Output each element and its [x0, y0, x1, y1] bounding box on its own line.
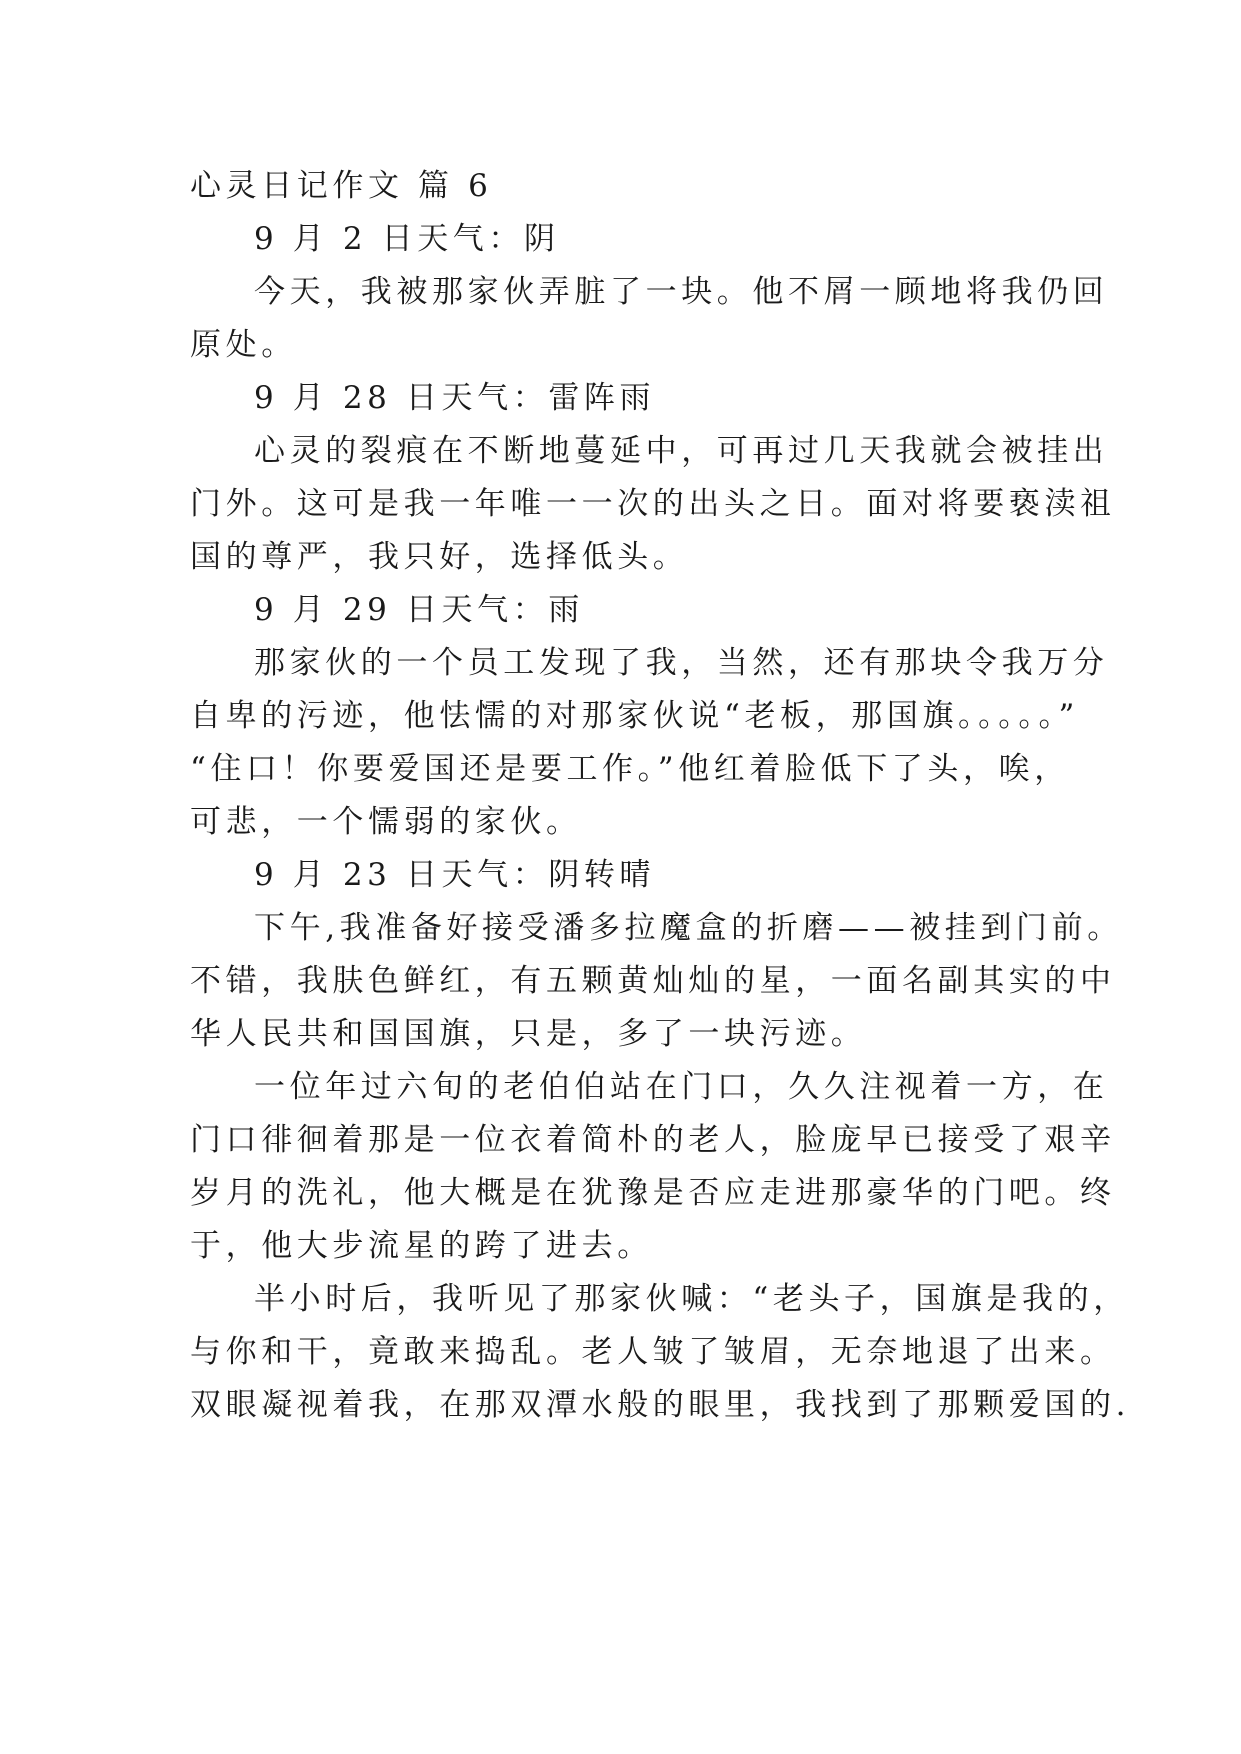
paragraph-line: 原处。	[190, 327, 297, 363]
paragraph-line: 那家伙的一个员工发现了我，当然，还有那块令我万分	[254, 645, 1109, 681]
paragraph-line: 下午,我准备好接受潘多拉魔盒的折磨——被挂到门前。	[254, 910, 1123, 946]
paragraph-line: 一位年过六旬的老伯伯站在门口，久久注视着一方，在	[254, 1069, 1109, 1105]
paragraph-line: 自卑的污迹，他怯懦的对那家伙说“老板，那国旗。。。。。”	[190, 698, 1079, 734]
paragraph-line: 不错，我肤色鲜红，有五颗黄灿灿的星，一面名副其实的中	[190, 963, 1116, 999]
document-title: 心灵日记作文 篇 6	[190, 168, 493, 204]
diary-date-line: 9 月 2 日天气：阴	[254, 221, 560, 257]
diary-date-line: 9 月 23 日天气：阴转晴	[254, 857, 656, 893]
paragraph-line: 华人民共和国国旗，只是，多了一块污迹。	[190, 1016, 867, 1052]
paragraph-line: 与你和干，竟敢来捣乱。老人皱了皱眉，无奈地退了出来。	[190, 1334, 1116, 1370]
diary-date-line: 9 月 29 日天气：雨	[254, 592, 584, 628]
paragraph-line: “住口！你要爱国还是要工作。”他红着脸低下了头，唉，	[190, 751, 1070, 787]
paragraph-line: 门外。这可是我一年唯一一次的出头之日。面对将要亵渎祖	[190, 486, 1116, 522]
paragraph-line: 今天，我被那家伙弄脏了一块。他不屑一顾地将我仍回	[254, 274, 1109, 310]
paragraph-line: 门口徘徊着那是一位衣着简朴的老人，脸庞早已接受了艰辛	[190, 1122, 1116, 1158]
diary-date-line: 9 月 28 日天气：雷阵雨	[254, 380, 656, 416]
paragraph-line: 岁月的洗礼，他大概是在犹豫是否应走进那豪华的门吧。终	[190, 1175, 1116, 1211]
paragraph-line: 心灵的裂痕在不断地蔓延中，可再过几天我就会被挂出	[254, 433, 1109, 469]
paragraph-line: 双眼凝视着我，在那双潭水般的眼里，我找到了那颗爱国的.	[190, 1387, 1131, 1423]
paragraph-line: 半小时后，我听见了那家伙喊：“老头子，国旗是我的，	[254, 1281, 1129, 1317]
paragraph-line: 可悲，一个懦弱的家伙。	[190, 804, 582, 840]
paragraph-line: 国的尊严，我只好，选择低头。	[190, 539, 689, 575]
paragraph-line: 于，他大步流星的跨了进去。	[190, 1228, 653, 1264]
